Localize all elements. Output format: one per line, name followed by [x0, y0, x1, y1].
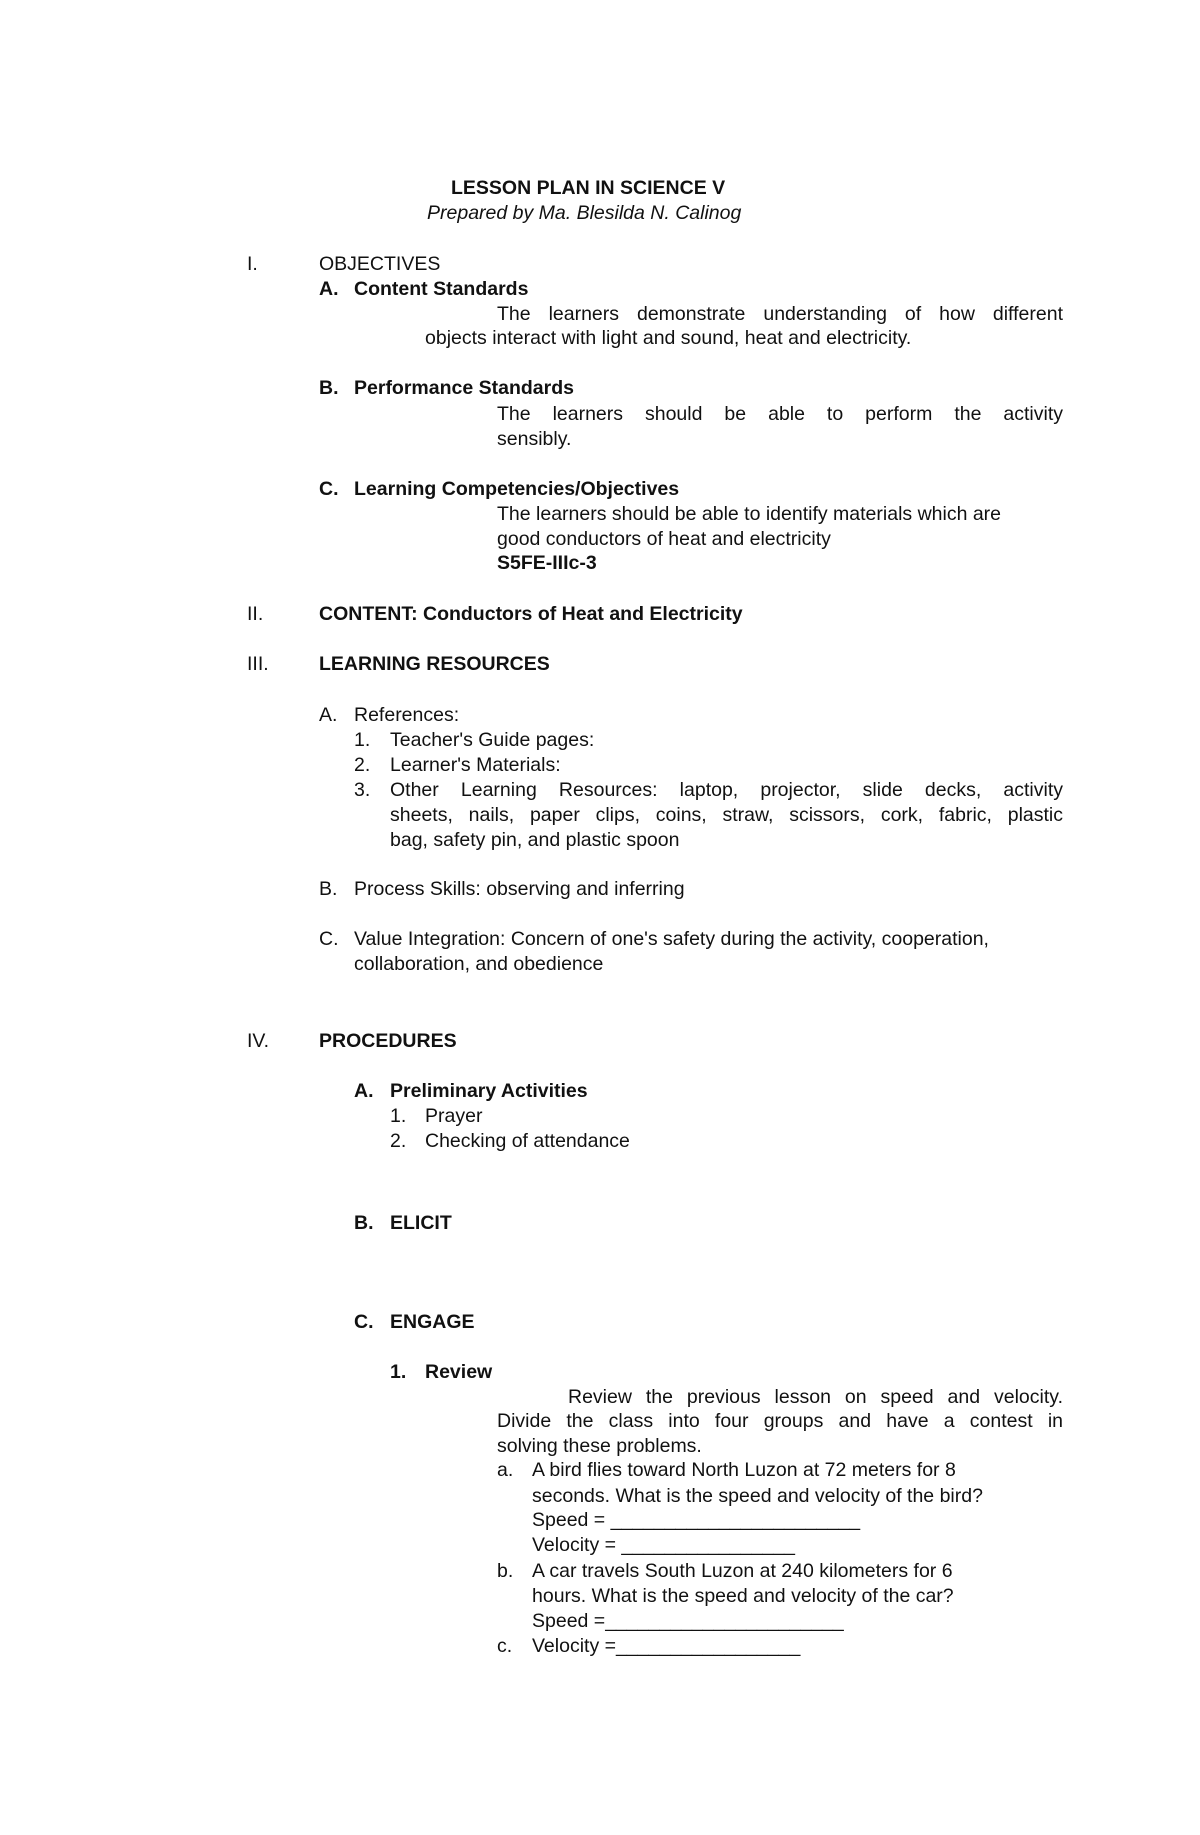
engage-heading: ENGAGE — [390, 1311, 475, 1333]
references-label: References: — [354, 704, 460, 726]
review-text: Review the previous lesson on speed and velocity. — [568, 1386, 1063, 1408]
competency-code: S5FE-IIIc-3 — [497, 552, 597, 574]
preliminary-heading: Preliminary Activities — [390, 1080, 588, 1102]
problem-letter: b. — [497, 1560, 514, 1582]
list-item: Other Learning Resources: laptop, projector, slide decks, activity — [390, 779, 1063, 801]
list-item: Checking of attendance — [425, 1130, 630, 1152]
performance-standards-text: sensibly. — [497, 428, 572, 450]
subsection-letter: A. — [319, 278, 339, 300]
section-numeral: III. — [247, 653, 269, 675]
list-item: Teacher's Guide pages: — [390, 729, 595, 751]
problem-text: seconds. What is the speed and velocity of the bird? — [532, 1485, 983, 1507]
author-line: Prepared by Ma. Blesilda N. Calinog — [427, 202, 742, 224]
section-numeral: I. — [247, 253, 258, 275]
subsection-letter: B. — [354, 1212, 374, 1234]
list-item: Prayer — [425, 1105, 483, 1127]
answer-blank: Velocity = ________________ — [532, 1534, 795, 1556]
list-number: 2. — [354, 754, 371, 776]
section-heading-objectives: OBJECTIVES — [319, 253, 441, 275]
problem-letter: c. — [497, 1635, 513, 1657]
competencies-heading: Learning Competencies/Objectives — [354, 478, 680, 500]
content-standards-heading: Content Standards — [354, 278, 529, 300]
problem-letter: a. — [497, 1459, 514, 1481]
problem-text: A bird flies toward North Luzon at 72 meters for 8 — [532, 1459, 956, 1481]
section-heading-resources: LEARNING RESOURCES — [319, 653, 550, 675]
elicit-heading: ELICIT — [390, 1212, 452, 1234]
subsection-letter: B. — [319, 878, 338, 900]
review-heading: Review — [425, 1361, 493, 1383]
subsection-letter: C. — [319, 928, 339, 950]
list-number: 2. — [390, 1130, 407, 1152]
content-standards-text: objects interact with light and sound, heat and electricity. — [425, 327, 912, 349]
list-number: 1. — [390, 1361, 407, 1383]
value-integration-text: collaboration, and obedience — [354, 953, 604, 975]
subsection-letter: A. — [319, 704, 338, 726]
performance-standards-heading: Performance Standards — [354, 377, 574, 399]
competencies-text: The learners should be able to identify materials which are — [497, 503, 1002, 525]
subsection-letter: B. — [319, 377, 339, 399]
problem-text: A car travels South Luzon at 240 kilometers for 6 — [532, 1560, 953, 1582]
answer-blank: Speed =______________________ — [532, 1610, 844, 1632]
review-text: Divide the class into four groups and have a contest in — [497, 1410, 1063, 1432]
section-heading-content: CONTENT: Conductors of Heat and Electricity — [319, 603, 743, 625]
list-number: 3. — [354, 779, 371, 801]
list-number: 1. — [390, 1105, 407, 1127]
answer-blank: Velocity =_________________ — [532, 1635, 801, 1657]
performance-standards-text: The learners should be able to perform the activity — [497, 403, 1063, 425]
document-title: LESSON PLAN IN SCIENCE V — [451, 177, 726, 199]
list-item: Learner's Materials: — [390, 754, 561, 776]
problem-text: hours. What is the speed and velocity of the car? — [532, 1585, 954, 1607]
list-item: bag, safety pin, and plastic spoon — [390, 829, 680, 851]
section-numeral: IV. — [247, 1030, 270, 1052]
subsection-letter: C. — [319, 478, 339, 500]
process-skills-text: Process Skills: observing and inferring — [354, 878, 685, 900]
list-item: sheets, nails, paper clips, coins, straw, scissors, cork, fabric, plastic — [390, 804, 1063, 826]
section-heading-procedures: PROCEDURES — [319, 1030, 457, 1052]
answer-blank: Speed = _______________________ — [532, 1509, 861, 1531]
review-text: solving these problems. — [497, 1435, 702, 1457]
value-integration-text: Value Integration: Concern of one's safety during the activity, cooperation, — [354, 928, 989, 950]
competencies-text: good conductors of heat and electricity — [497, 528, 831, 550]
list-number: 1. — [354, 729, 371, 751]
subsection-letter: C. — [354, 1311, 374, 1333]
section-numeral: II. — [247, 603, 264, 625]
subsection-letter: A. — [354, 1080, 374, 1102]
content-standards-text: The learners demonstrate understanding of how different — [497, 303, 1063, 325]
